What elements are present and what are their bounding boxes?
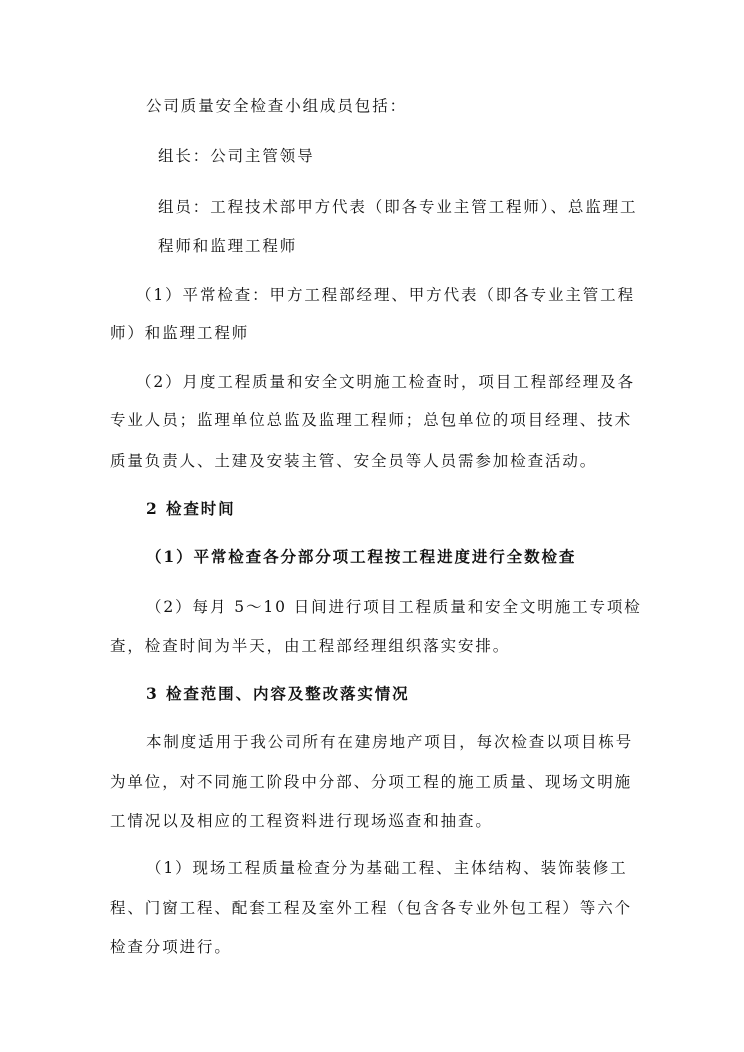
item-2-line-3: 质量负责人、土建及安装主管、安全员等人员需参加检查活动。 [110, 452, 598, 470]
section-2-heading: 2 检查时间 [146, 499, 236, 518]
group-members-line-2: 程师和监理工程师 [158, 237, 298, 255]
scope-item-1-line-3: 检查分项进行。 [110, 938, 232, 956]
section-2-item-1: （1）平常检查各分部分项工程按工程进度进行全数检查 [146, 547, 577, 566]
item-1-line-2: 师）和监理工程师 [110, 324, 250, 342]
scope-item-1-line-2: 程、门窗工程、配套工程及室外工程（包含各专业外包工程）等六个 [110, 899, 633, 917]
section-2-item-2-line-1: （2）每月 5～10 日间进行项目工程质量和安全文明施工专项检 [146, 598, 642, 616]
item-2-line-2: 专业人员；监理单位总监及监理工程师；总包单位的项目经理、技术 [110, 411, 633, 429]
item-1-line-1: （1）平常检查：甲方工程部经理、甲方代表（即各专业主管工程 [136, 286, 635, 304]
section-3-heading: 3 检查范围、内容及整改落实情况 [146, 684, 410, 703]
group-leader: 组长：公司主管领导 [158, 147, 315, 165]
scope-line-1: 本制度适用于我公司所有在建房地产项目，每次检查以项目栋号 [146, 733, 634, 751]
scope-line-3: 工情况以及相应的工程资料进行现场巡查和抽查。 [110, 812, 493, 830]
scope-line-2: 为单位，对不同施工阶段中分部、分项工程的施工质量、现场文明施 [110, 773, 633, 791]
members-intro: 公司质量安全检查小组成员包括： [146, 97, 408, 115]
scope-item-1-line-1: （1）现场工程质量检查分为基础工程、主体结构、装饰装修工 [146, 859, 628, 877]
item-2-line-1: （2）月度工程质量和安全文明施工检查时，项目工程部经理及各 [136, 373, 635, 391]
section-2-item-2-line-2: 查，检查时间为半天，由工程部经理组织落实安排。 [110, 637, 511, 655]
group-members-line-1: 组员：工程技术部甲方代表（即各专业主管工程师）、总监理工 [158, 198, 638, 216]
